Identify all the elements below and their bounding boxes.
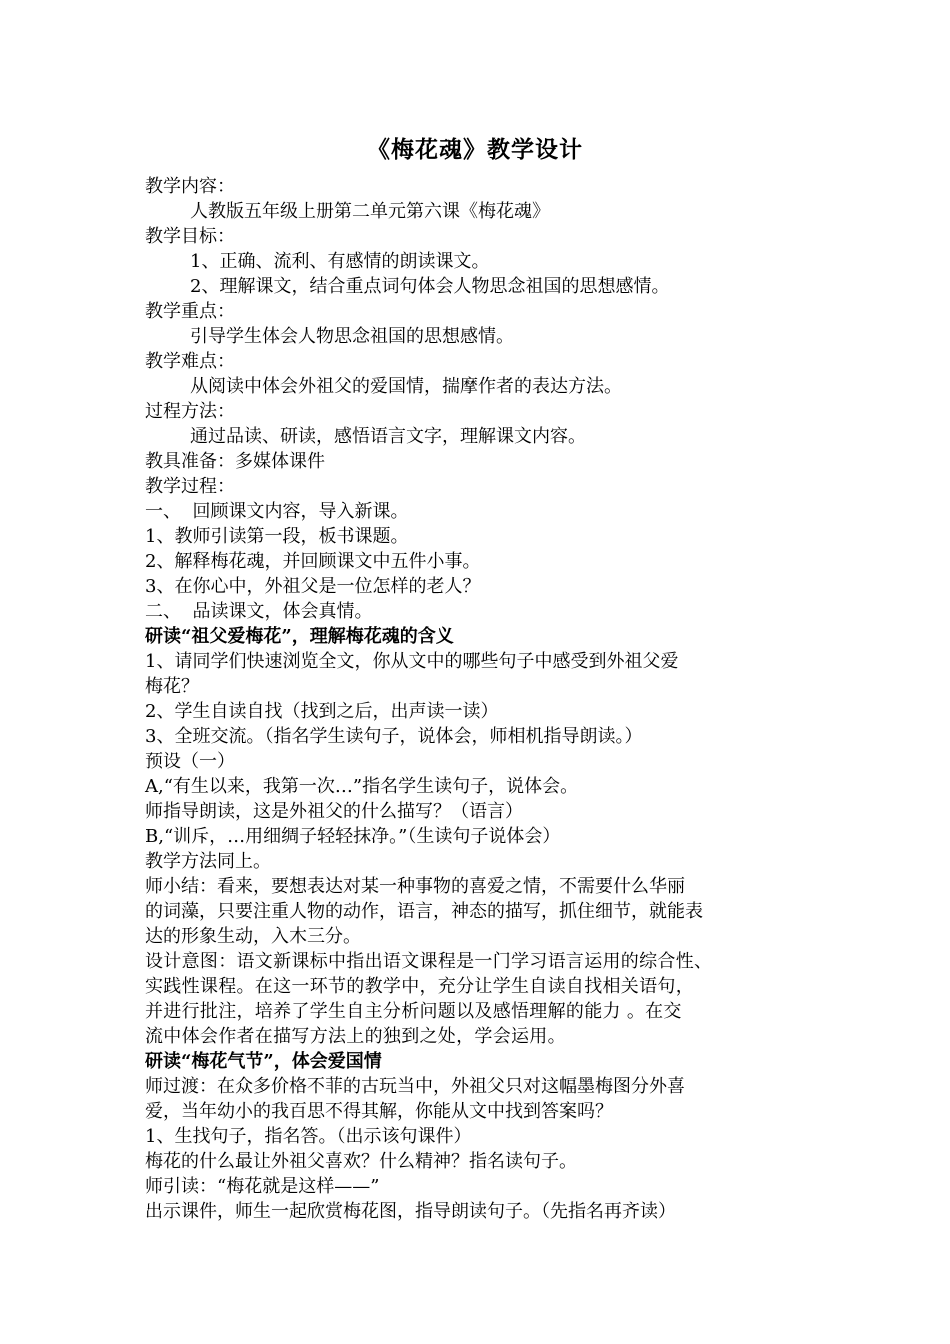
- text-line: 从阅读中体会外祖父的爱国情，揣摩作者的表达方法。: [190, 376, 622, 397]
- text-line: 人教版五年级上册第二单元第六课《梅花魂》: [190, 201, 550, 222]
- text-line: 3、全班交流。（指名学生读句子，说体会，师相机指导朗读。）: [145, 726, 643, 747]
- text-line: 1、教师引读第一段，板书课题。: [145, 526, 409, 547]
- text-line: B,“训斥，…用细绸子轻轻抹净。”（生读句子说体会）: [145, 826, 561, 847]
- text-line: 实践性课程。在这一环节的教学中，充分让学生自读自找相关语句，: [145, 976, 694, 997]
- heading-process: 教学过程：: [145, 476, 235, 497]
- heading-difficulties: 教学难点：: [145, 351, 235, 372]
- text-line: 1、正确、流利、有感情的朗读课文。: [190, 251, 490, 272]
- text-line: 爱，当年幼小的我百思不得其解，你能从文中找到答案吗？: [145, 1101, 613, 1122]
- text-line: 教具准备：多媒体课件: [145, 451, 325, 472]
- text-line: 2、解释梅花魂，并回顾课文中五件小事。: [145, 551, 481, 572]
- heading-teaching-goals: 教学目标：: [145, 226, 235, 247]
- text-line: 师引读：“梅花就是这样——”: [145, 1176, 380, 1197]
- text-line: 师指导朗读，这是外祖父的什么描写？（语言）: [145, 801, 523, 822]
- text-line: 3、在你心中，外祖父是一位怎样的老人？: [145, 576, 481, 597]
- text-line: 的词藻，只要注重人物的动作，语言，神态的描写，抓住细节，就能表: [145, 901, 703, 922]
- text-line: 设计意图：语文新课标中指出语文课程是一门学习语言运用的综合性、: [145, 951, 713, 972]
- text-line: 达的形象生动，入木三分。: [145, 926, 361, 947]
- text-line: 预设（一）: [145, 751, 235, 772]
- section-heading: 研读“祖父爱梅花”，理解梅花魂的含义: [145, 626, 454, 647]
- text-line: 通过品读、研读，感悟语言文字，理解课文内容。: [190, 426, 586, 447]
- text-line: 出示课件，师生一起欣赏梅花图，指导朗读句子。（先指名再齐读）: [145, 1201, 676, 1222]
- text-line: A,“有生以来，我第一次…”指名学生读句子，说体会。: [145, 776, 579, 797]
- heading-key-points: 教学重点：: [145, 301, 235, 322]
- text-line: 一、 回顾课文内容，导入新课。: [145, 501, 409, 522]
- heading-methods: 过程方法：: [145, 401, 235, 422]
- text-line: 梅花？: [145, 676, 199, 697]
- text-line: 2、学生自读自找（找到之后，出声读一读）: [145, 701, 499, 722]
- text-line: 教学方法同上。: [145, 851, 271, 872]
- text-line: 2、理解课文，结合重点词句体会人物思念祖国的思想感情。: [190, 276, 670, 297]
- text-line: 二、 品读课文，体会真情。: [145, 601, 373, 622]
- text-line: 引导学生体会人物思念祖国的思想感情。: [190, 326, 514, 347]
- text-line: 1、生找句子，指名答。（出示该句课件）: [145, 1126, 472, 1147]
- text-line: 流中体会作者在描写方法上的独到之处，学会运用。: [145, 1026, 566, 1047]
- heading-teaching-content: 教学内容：: [145, 176, 235, 197]
- document-title: 《梅花魂》教学设计: [367, 136, 583, 163]
- text-line: 并进行批注，培养了学生自主分析问题以及感悟理解的能力 。在交: [145, 1001, 682, 1022]
- text-line: 师过渡：在众多价格不菲的古玩当中，外祖父只对这幅墨梅图分外喜: [145, 1076, 685, 1097]
- text-line: 1、请同学们快速浏览全文，你从文中的哪些句子中感受到外祖父爱: [145, 651, 679, 672]
- section-heading: 研读“梅花气节”，体会爱国情: [145, 1051, 382, 1072]
- text-line: 梅花的什么最让外祖父喜欢？什么精神？指名读句子。: [145, 1151, 577, 1172]
- text-line: 师小结：看来，要想表达对某一种事物的喜爱之情，不需要什么华丽: [145, 876, 685, 897]
